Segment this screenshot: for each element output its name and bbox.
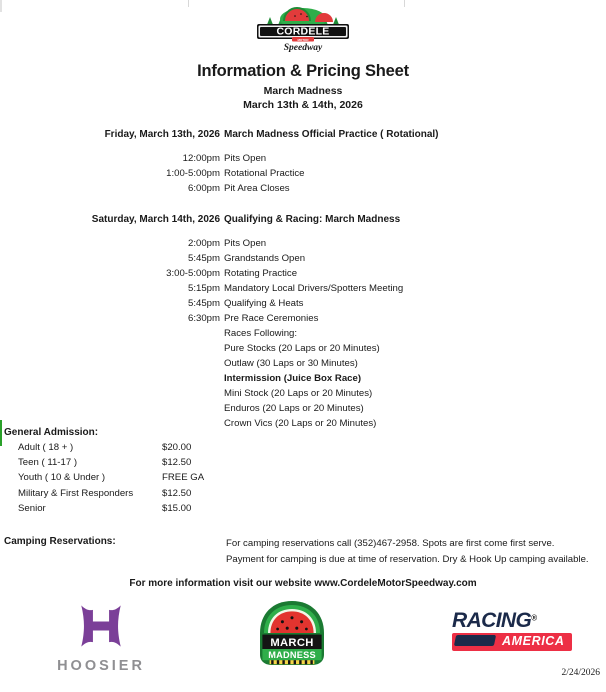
left-margin-green-mark xyxy=(0,420,2,446)
page-dates: March 13th & 14th, 2026 xyxy=(243,99,363,111)
march-madness-logo-graphic xyxy=(252,596,332,670)
admission-row xyxy=(4,455,304,470)
race-desc: Mini Stock (20 Laps or 20 Minutes) xyxy=(224,388,373,399)
schedule-time: 2:00pm xyxy=(188,238,220,249)
schedule-time xyxy=(0,401,224,416)
ruler-tick xyxy=(188,0,189,7)
day-header-saturday xyxy=(0,214,606,225)
page-edge-marker xyxy=(0,0,2,12)
schedule-row xyxy=(0,181,606,196)
hoosier-wordmark: HOOSIER xyxy=(57,658,145,674)
camping-line-2: Payment for camping is due at time of reservation. Dry & Hook Up camping available. xyxy=(226,554,589,565)
race-row xyxy=(0,401,606,416)
hoosier-h-icon xyxy=(74,600,128,652)
schedule-row xyxy=(0,281,606,296)
schedule-day-saturday xyxy=(0,214,606,431)
schedule-row xyxy=(0,236,606,251)
general-admission-title: General Admission: xyxy=(4,427,99,438)
page-title: Information & Pricing Sheet xyxy=(197,62,409,80)
schedule-desc: Rotational Practice xyxy=(224,168,305,179)
document-header xyxy=(0,0,606,111)
admission-label: Adult ( 18 + ) xyxy=(18,442,74,453)
page-subtitle: March Madness xyxy=(263,85,343,97)
racing-wordmark: RACING xyxy=(452,609,532,632)
schedule-row xyxy=(0,251,606,266)
race-row xyxy=(0,341,606,356)
racing-banner-dash xyxy=(454,635,496,646)
schedule-time: 6:00pm xyxy=(188,183,220,194)
admission-row xyxy=(4,486,304,501)
schedule-time xyxy=(0,341,224,356)
admission-price: $20.00 xyxy=(162,442,192,453)
race-desc: Crown Vics (20 Laps or 20 Minutes) xyxy=(224,418,377,429)
schedule-time xyxy=(0,356,224,371)
schedule-desc: Pits Open xyxy=(224,238,267,249)
schedule-row xyxy=(0,151,606,166)
print-datestamp: 2/24/2026 xyxy=(561,668,600,678)
day-date: Friday, March 13th, 2026 xyxy=(104,129,220,140)
schedule-time xyxy=(0,371,224,386)
hoosier-tire-logo xyxy=(46,600,156,674)
admission-row xyxy=(4,470,304,485)
schedule-time: 12:00pm xyxy=(182,153,220,164)
svg-text:CORDELE: CORDELE xyxy=(276,25,330,38)
race-row-intermission xyxy=(0,371,606,386)
schedule-time xyxy=(0,326,224,341)
schedule-desc: Pre Race Ceremonies xyxy=(224,313,319,324)
admission-label: Youth ( 10 & Under ) xyxy=(18,472,106,484)
racing-america-logo xyxy=(452,610,572,651)
admission-label: Teen ( 11-17 ) xyxy=(18,457,78,469)
schedule-desc: Pits Open xyxy=(224,153,267,164)
race-desc: Enduros (20 Laps or 20 Minutes) xyxy=(224,403,364,414)
svg-text:MOTOR: MOTOR xyxy=(297,37,309,42)
footer-logos xyxy=(0,596,606,676)
admission-price: FREE GA xyxy=(162,472,205,484)
schedule-row xyxy=(0,296,606,311)
ruler-tick xyxy=(404,0,405,7)
day-date: Saturday, March 14th, 2026 xyxy=(91,214,220,225)
schedule-time: 6:30pm xyxy=(188,313,220,324)
schedule-section xyxy=(0,129,606,431)
svg-text:MADNESS: MADNESS xyxy=(268,649,316,660)
day-heading: March Madness Official Practice ( Rotational) xyxy=(224,129,439,140)
registered-trademark-icon: ® xyxy=(531,613,538,623)
racing-wordmark-row xyxy=(452,610,572,632)
schedule-row xyxy=(0,311,606,326)
schedule-row xyxy=(0,166,606,181)
schedule-desc: Qualifying & Heats xyxy=(224,298,304,309)
camping-reservations-label: Camping Reservations: xyxy=(4,536,116,547)
day-header-friday xyxy=(0,129,606,140)
cordele-logo-graphic xyxy=(253,4,353,56)
svg-text:MARCH: MARCH xyxy=(270,636,314,649)
admission-price: $12.50 xyxy=(162,457,192,469)
camping-reservations-text xyxy=(226,536,606,568)
march-madness-watermelon-logo xyxy=(252,596,332,670)
admission-label: Senior xyxy=(18,502,46,514)
general-admission-section xyxy=(4,427,304,516)
races-following-label: Races Following: xyxy=(224,328,298,339)
schedule-time: 5:15pm xyxy=(188,283,220,294)
schedule-time: 5:45pm xyxy=(188,298,220,309)
admission-price: $15.00 xyxy=(162,502,192,514)
admission-price: $12.50 xyxy=(162,487,192,499)
schedule-time xyxy=(0,386,224,401)
website-info-line: For more information visit our website www.CordeleMotorSpeedway.com xyxy=(129,578,477,589)
svg-text:Speedway: Speedway xyxy=(283,43,323,53)
race-desc: Intermission (Juice Box Race) xyxy=(224,373,362,384)
race-row xyxy=(0,356,606,371)
admission-row xyxy=(4,501,304,516)
schedule-row xyxy=(0,266,606,281)
schedule-row xyxy=(0,326,606,341)
racing-america-banner xyxy=(452,633,572,651)
admission-label: Military & First Responders xyxy=(18,487,134,499)
camping-line-1: For camping reservations call (352)467-2958. Spots are first come first serve. xyxy=(226,538,555,549)
schedule-desc: Mandatory Local Drivers/Spotters Meeting xyxy=(224,283,404,294)
schedule-time: 3:00-5:00pm xyxy=(166,268,220,279)
day-heading: Qualifying & Racing: March Madness xyxy=(224,214,401,225)
schedule-time: 1:00-5:00pm xyxy=(166,168,220,179)
cordele-motor-speedway-logo xyxy=(253,4,353,56)
race-desc: Outlaw (30 Laps or 30 Minutes) xyxy=(224,358,358,369)
race-desc: Pure Stocks (20 Laps or 20 Minutes) xyxy=(224,343,380,354)
race-row xyxy=(0,386,606,401)
admission-row xyxy=(4,440,304,455)
schedule-time: 5:45pm xyxy=(188,253,220,264)
schedule-day-friday xyxy=(0,129,606,196)
schedule-desc: Grandstands Open xyxy=(224,253,306,264)
america-wordmark: AMERICA xyxy=(502,634,565,648)
schedule-desc: Pit Area Closes xyxy=(224,183,290,194)
schedule-desc: Rotating Practice xyxy=(224,268,298,279)
